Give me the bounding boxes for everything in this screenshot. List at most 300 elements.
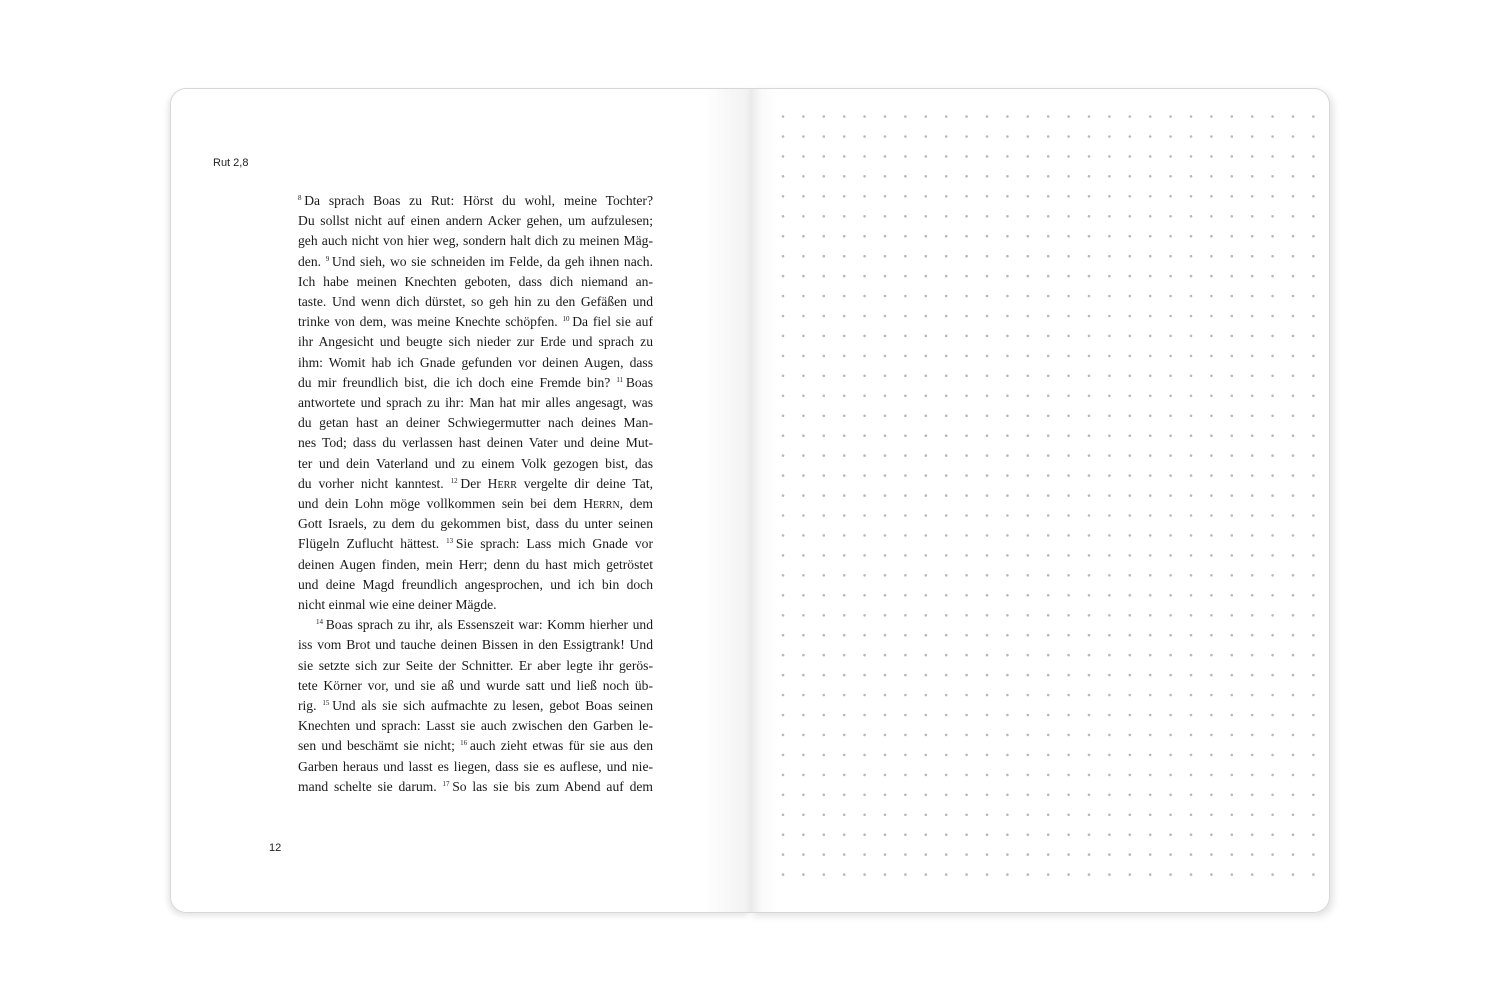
grid-dot (823, 754, 826, 757)
grid-dot (1190, 634, 1193, 637)
grid-dot (1067, 574, 1070, 577)
grid-dot (1292, 235, 1295, 238)
grid-dot (904, 494, 907, 497)
grid-dot (1088, 534, 1091, 537)
text-line (298, 454, 653, 474)
grid-dot (782, 814, 785, 817)
grid-dot (1210, 155, 1213, 158)
grid-dot (1169, 514, 1172, 517)
grid-dot (1088, 375, 1091, 378)
grid-dot (1271, 175, 1274, 178)
grid-dot (1292, 135, 1295, 138)
grid-dot (925, 694, 928, 697)
grid-dot (1006, 135, 1009, 138)
grid-dot (1006, 574, 1009, 577)
grid-dot (925, 275, 928, 278)
grid-dot (843, 794, 846, 797)
grid-dot (1067, 335, 1070, 338)
grid-dot (843, 454, 846, 457)
grid-dot (1251, 295, 1254, 298)
grid-dot (1047, 494, 1050, 497)
grid-dot (843, 774, 846, 777)
grid-dot (1271, 454, 1274, 457)
grid-dot (863, 295, 866, 298)
grid-dot (1047, 833, 1050, 836)
grid-dot (1292, 794, 1295, 797)
grid-dot (1292, 434, 1295, 437)
grid-dot (884, 754, 887, 757)
grid-dot (1129, 514, 1132, 517)
grid-dot (1027, 694, 1030, 697)
grid-dot (1190, 255, 1193, 258)
grid-dot (945, 674, 948, 677)
grid-dot (823, 853, 826, 856)
grid-dot (1129, 853, 1132, 856)
grid-dot (1088, 634, 1091, 637)
grid-dot (782, 754, 785, 757)
grid-dot (1129, 454, 1132, 457)
grid-dot (802, 814, 805, 817)
grid-dot (945, 634, 948, 637)
grid-dot (1231, 195, 1234, 198)
grid-dot (1169, 395, 1172, 398)
grid-dot (1149, 135, 1152, 138)
grid-dot (1271, 215, 1274, 218)
grid-dot (1292, 275, 1295, 278)
grid-dot (843, 614, 846, 617)
grid-dot (1251, 873, 1254, 876)
grid-dot (823, 395, 826, 398)
grid-dot (1169, 694, 1172, 697)
grid-dot (1027, 554, 1030, 557)
grid-dot (1129, 614, 1132, 617)
grid-dot (884, 873, 887, 876)
text-run: ihm: Womit hab ich Gnade gefunden vor deinen Augen, dass (298, 354, 653, 370)
grid-dot (1108, 474, 1111, 477)
text-run: Du sollst nicht auf einen andern Acker gehen, um aufzulesen; (298, 213, 653, 229)
grid-dot (782, 215, 785, 218)
grid-dot (1006, 434, 1009, 437)
grid-dot (802, 115, 805, 118)
grid-dot (1149, 474, 1152, 477)
verse-number: 12 (450, 476, 458, 485)
grid-dot (1292, 833, 1295, 836)
grid-dot (1210, 175, 1213, 178)
grid-dot (945, 135, 948, 138)
grid-dot (925, 315, 928, 318)
grid-dot (965, 634, 968, 637)
text-run: Da sprach Boas zu Rut: Hörst du wohl, meine Tochter? (304, 193, 653, 208)
grid-dot (1292, 375, 1295, 378)
grid-dot (1251, 335, 1254, 338)
grid-dot (904, 614, 907, 617)
grid-dot (1149, 754, 1152, 757)
grid-dot (1190, 215, 1193, 218)
grid-dot (782, 694, 785, 697)
grid-dot (904, 195, 907, 198)
grid-dot (843, 215, 846, 218)
grid-dot (823, 794, 826, 797)
grid-dot (863, 833, 866, 836)
grid-dot (1251, 634, 1254, 637)
grid-dot (823, 873, 826, 876)
grid-dot (904, 355, 907, 358)
grid-dot (1149, 853, 1152, 856)
grid-dot (1047, 155, 1050, 158)
text-line (298, 393, 653, 413)
grid-dot (1088, 853, 1091, 856)
grid-dot (863, 614, 866, 617)
grid-dot (1149, 654, 1152, 657)
grid-dot (823, 255, 826, 258)
grid-dot (1231, 335, 1234, 338)
text-run: Gott Israels, zu dem du gekommen bist, dass du unter seinen (298, 516, 653, 532)
text-run: iss vom Brot und tauche deinen Bissen in den Essigtrank! Und (298, 637, 653, 653)
grid-dot (1210, 295, 1213, 298)
grid-dot (1088, 554, 1091, 557)
grid-dot (1210, 754, 1213, 757)
grid-dot (1231, 474, 1234, 477)
grid-dot (1047, 574, 1050, 577)
grid-dot (1149, 275, 1152, 278)
grid-dot (945, 434, 948, 437)
grid-dot (863, 674, 866, 677)
grid-dot (1067, 734, 1070, 737)
grid-dot (823, 694, 826, 697)
grid-dot (1108, 295, 1111, 298)
text-run: Der (460, 475, 488, 491)
grid-dot (884, 415, 887, 418)
grid-dot (1251, 315, 1254, 318)
grid-dot (1231, 654, 1234, 657)
grid-dot (965, 315, 968, 318)
grid-dot (1129, 215, 1132, 218)
grid-dot (1271, 714, 1274, 717)
grid-dot (1190, 614, 1193, 617)
grid-dot (1067, 494, 1070, 497)
grid-dot (823, 335, 826, 338)
grid-dot (1190, 454, 1193, 457)
grid-dot (802, 195, 805, 198)
grid-dot (1210, 135, 1213, 138)
grid-dot (1027, 215, 1030, 218)
grid-dot (1251, 375, 1254, 378)
grid-dot (1067, 434, 1070, 437)
grid-dot (1027, 614, 1030, 617)
grid-dot (1169, 415, 1172, 418)
grid-dot (802, 554, 805, 557)
grid-dot (1312, 454, 1315, 457)
grid-dot (1067, 415, 1070, 418)
grid-dot (823, 434, 826, 437)
grid-dot (1006, 275, 1009, 278)
dot-grid (750, 89, 1330, 914)
grid-dot (1006, 454, 1009, 457)
grid-dot (1231, 554, 1234, 557)
grid-dot (1210, 454, 1213, 457)
verse-number: 16 (460, 739, 468, 748)
grid-dot (1027, 794, 1030, 797)
grid-dot (843, 275, 846, 278)
grid-dot (1006, 614, 1009, 617)
grid-dot (782, 135, 785, 138)
text-line (298, 635, 653, 655)
grid-dot (904, 474, 907, 477)
grid-dot (1129, 355, 1132, 358)
grid-dot (802, 594, 805, 597)
grid-dot (986, 315, 989, 318)
grid-dot (1251, 853, 1254, 856)
grid-dot (1169, 494, 1172, 497)
grid-dot (1190, 115, 1193, 118)
grid-dot (1047, 554, 1050, 557)
grid-dot (1047, 754, 1050, 757)
grid-dot (782, 833, 785, 836)
verse-number: 9 (325, 254, 330, 263)
grid-dot (884, 853, 887, 856)
grid-dot (1312, 335, 1315, 338)
grid-dot (802, 355, 805, 358)
grid-dot (1271, 375, 1274, 378)
grid-dot (1231, 814, 1234, 817)
text-line (298, 474, 653, 494)
grid-dot (904, 774, 907, 777)
grid-dot (823, 195, 826, 198)
grid-dot (1292, 694, 1295, 697)
grid-dot (1149, 415, 1152, 418)
grid-dot (1169, 295, 1172, 298)
grid-dot (1292, 175, 1295, 178)
grid-dot (1251, 754, 1254, 757)
grid-dot (843, 434, 846, 437)
grid-dot (1108, 155, 1111, 158)
text-line (298, 292, 653, 312)
grid-dot (1108, 574, 1111, 577)
grid-dot (1149, 375, 1152, 378)
grid-dot (904, 654, 907, 657)
grid-dot (1312, 175, 1315, 178)
grid-dot (823, 155, 826, 158)
grid-dot (1312, 155, 1315, 158)
grid-dot (863, 275, 866, 278)
grid-dot (863, 415, 866, 418)
grid-dot (1231, 135, 1234, 138)
grid-dot (1006, 694, 1009, 697)
grid-dot (823, 554, 826, 557)
grid-dot (1129, 115, 1132, 118)
grid-dot (1047, 814, 1050, 817)
grid-dot (1027, 135, 1030, 138)
grid-dot (1190, 674, 1193, 677)
grid-dot (1088, 135, 1091, 138)
grid-dot (1067, 554, 1070, 557)
grid-dot (1129, 474, 1132, 477)
grid-dot (1027, 315, 1030, 318)
grid-dot (1292, 534, 1295, 537)
grid-dot (904, 375, 907, 378)
grid-dot (1129, 395, 1132, 398)
grid-dot (823, 833, 826, 836)
grid-dot (863, 315, 866, 318)
grid-dot (904, 873, 907, 876)
grid-dot (1067, 754, 1070, 757)
grid-dot (1088, 215, 1091, 218)
grid-dot (1251, 215, 1254, 218)
grid-dot (1190, 155, 1193, 158)
grid-dot (1210, 814, 1213, 817)
grid-dot (1108, 694, 1111, 697)
text-run: Garben heraus und lasst es liegen, dass sie es auflese, und nie- (298, 758, 653, 774)
grid-dot (1251, 135, 1254, 138)
grid-dot (965, 295, 968, 298)
grid-dot (1067, 195, 1070, 198)
grid-dot (925, 454, 928, 457)
grid-dot (925, 235, 928, 238)
grid-dot (986, 155, 989, 158)
grid-dot (843, 115, 846, 118)
text-run: Boas (625, 374, 653, 390)
grid-dot (1067, 774, 1070, 777)
text-run: und deine Magd freundlich angesprochen, und ich bin doch (298, 576, 653, 592)
grid-dot (1312, 674, 1315, 677)
text-line (298, 413, 653, 433)
grid-dot (884, 714, 887, 717)
grid-dot (904, 594, 907, 597)
grid-dot (965, 814, 968, 817)
grid-dot (1190, 594, 1193, 597)
grid-dot (1251, 694, 1254, 697)
grid-dot (1231, 574, 1234, 577)
text-line (298, 252, 653, 272)
grid-dot (1047, 654, 1050, 657)
grid-dot (1047, 295, 1050, 298)
grid-dot (925, 554, 928, 557)
grid-dot (986, 654, 989, 657)
grid-dot (802, 494, 805, 497)
grid-dot (945, 255, 948, 258)
grid-dot (823, 474, 826, 477)
text-line (298, 191, 653, 211)
grid-dot (965, 614, 968, 617)
grid-dot (1251, 155, 1254, 158)
grid-dot (1190, 474, 1193, 477)
grid-dot (1129, 873, 1132, 876)
grid-dot (1169, 634, 1172, 637)
grid-dot (823, 115, 826, 118)
grid-dot (1190, 774, 1193, 777)
text-run: und dein Lohn möge vollkommen sein bei dem (298, 496, 584, 512)
grid-dot (1108, 395, 1111, 398)
grid-dot (965, 754, 968, 757)
grid-dot (782, 674, 785, 677)
grid-dot (1210, 115, 1213, 118)
grid-dot (1169, 115, 1172, 118)
grid-dot (1108, 434, 1111, 437)
grid-dot (884, 355, 887, 358)
grid-dot (1251, 614, 1254, 617)
grid-dot (884, 395, 887, 398)
grid-dot (1129, 195, 1132, 198)
grid-dot (1047, 335, 1050, 338)
grid-dot (1129, 694, 1132, 697)
grid-dot (1292, 295, 1295, 298)
grid-dot (1169, 734, 1172, 737)
grid-dot (1231, 534, 1234, 537)
grid-dot (863, 814, 866, 817)
grid-dot (823, 415, 826, 418)
grid-dot (782, 295, 785, 298)
grid-dot (1312, 873, 1315, 876)
grid-dot (1190, 554, 1193, 557)
grid-dot (1312, 554, 1315, 557)
grid-dot (986, 454, 989, 457)
grid-dot (1190, 355, 1193, 358)
grid-dot (986, 195, 989, 198)
grid-dot (904, 554, 907, 557)
grid-dot (1271, 195, 1274, 198)
grid-dot (1169, 235, 1172, 238)
grid-dot (1088, 395, 1091, 398)
grid-dot (1006, 175, 1009, 178)
grid-dot (965, 355, 968, 358)
text-line (298, 353, 653, 373)
grid-dot (782, 355, 785, 358)
grid-dot (1067, 814, 1070, 817)
grid-dot (1210, 873, 1213, 876)
grid-dot (986, 754, 989, 757)
grid-dot (986, 235, 989, 238)
grid-dot (1088, 574, 1091, 577)
grid-dot (1292, 335, 1295, 338)
grid-dot (1169, 594, 1172, 597)
grid-dot (925, 355, 928, 358)
grid-dot (1312, 474, 1315, 477)
grid-dot (823, 774, 826, 777)
grid-dot (1027, 115, 1030, 118)
grid-dot (1149, 514, 1152, 517)
verse-number: 11 (616, 375, 624, 384)
grid-dot (904, 454, 907, 457)
grid-dot (1231, 494, 1234, 497)
text-run: So las sie bis zum Abend auf dem (452, 778, 653, 794)
grid-dot (1108, 215, 1111, 218)
grid-dot (802, 694, 805, 697)
grid-dot (1108, 315, 1111, 318)
grid-dot (1149, 814, 1152, 817)
grid-dot (863, 395, 866, 398)
grid-dot (925, 534, 928, 537)
grid-dot (1149, 873, 1152, 876)
grid-dot (925, 774, 928, 777)
grid-dot (965, 395, 968, 398)
grid-dot (1027, 873, 1030, 876)
grid-dot (1271, 295, 1274, 298)
grid-dot (1292, 315, 1295, 318)
grid-dot (1149, 195, 1152, 198)
grid-dot (863, 714, 866, 717)
grid-dot (1047, 474, 1050, 477)
grid-dot (1027, 594, 1030, 597)
grid-dot (1312, 195, 1315, 198)
text-run: sen und beschämt sie nicht; (298, 738, 461, 754)
text-line (298, 777, 653, 797)
grid-dot (1271, 135, 1274, 138)
grid-dot (945, 754, 948, 757)
grid-dot (1129, 235, 1132, 238)
grid-dot (782, 534, 785, 537)
grid-dot (1006, 873, 1009, 876)
grid-dot (1108, 335, 1111, 338)
